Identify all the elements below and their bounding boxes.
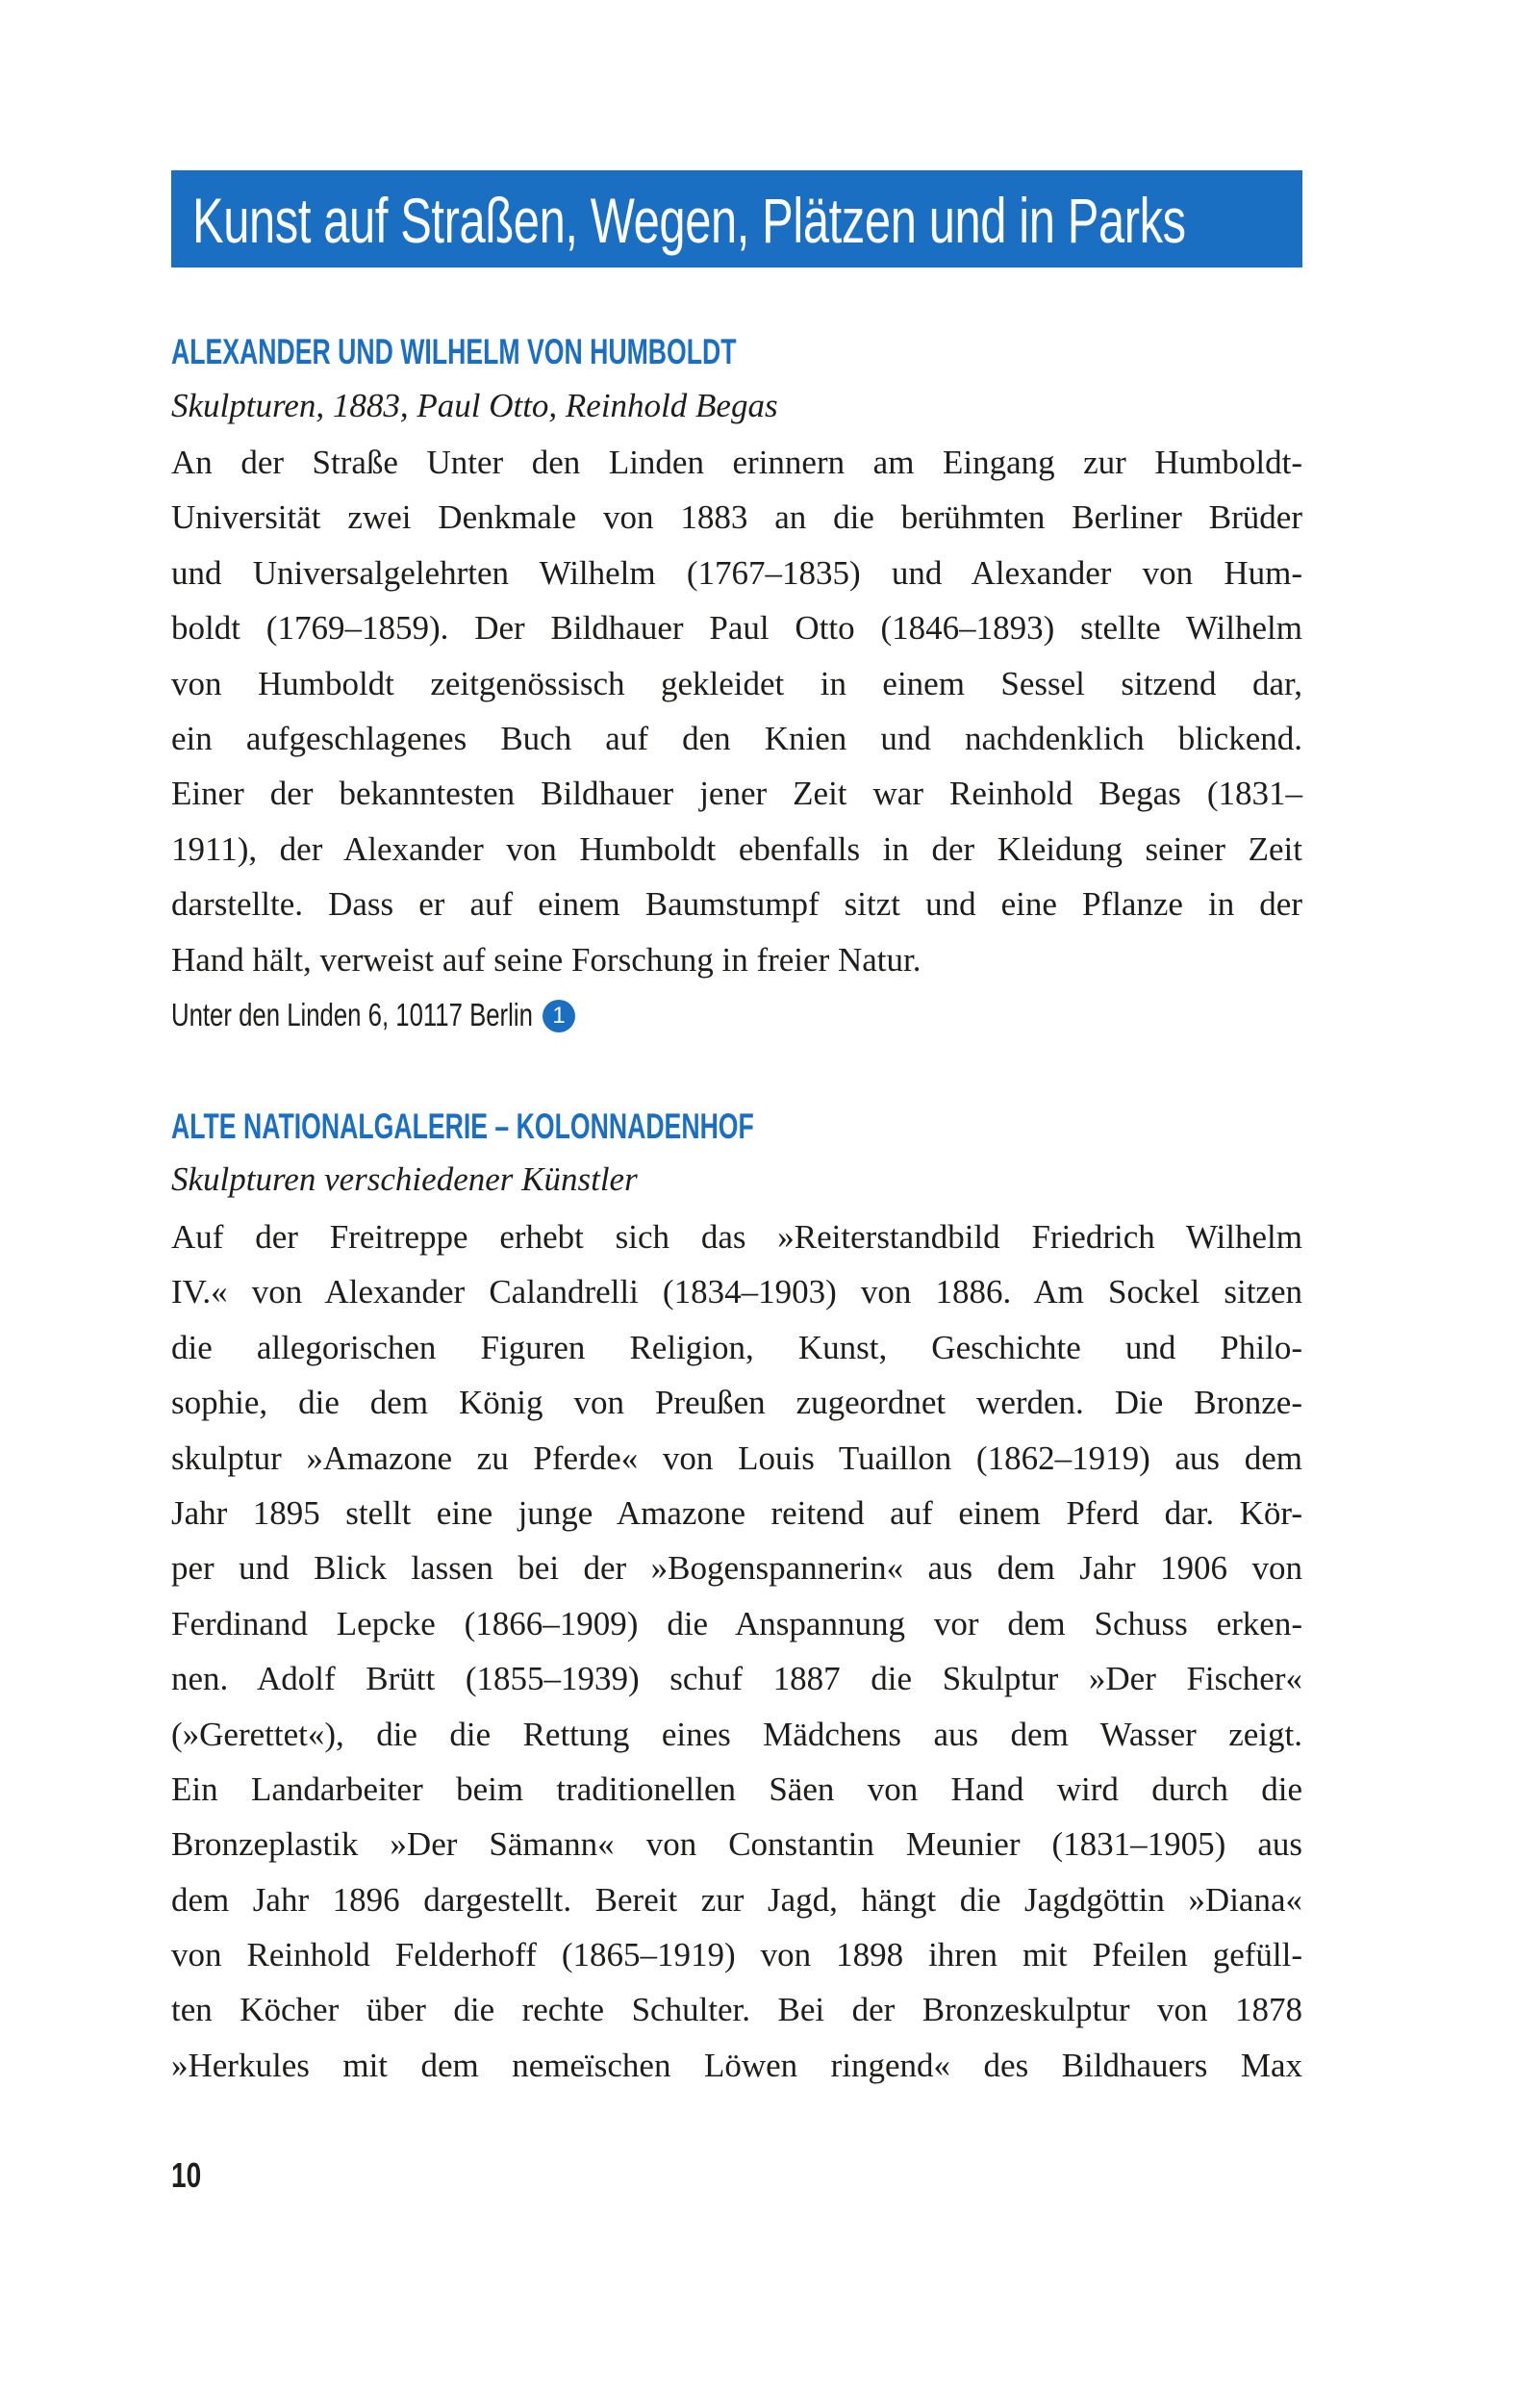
text-line: darstellte. Dass er auf einem Baumstumpf sitzt und eine Pflanze in der: [171, 885, 1302, 924]
text-line: Ferdinand Lepcke (1866–1909) die Anspannung vor dem Schuss erken-: [171, 1604, 1302, 1642]
text-line: Jahr 1895 stellt eine junge Amazone reitend auf einem Pferd dar. Kör-: [171, 1493, 1302, 1532]
section-subtitle: Skulpturen, 1883, Paul Otto, Reinhold Begas: [171, 387, 778, 424]
chapter-title-bar: [171, 170, 1302, 267]
map-marker-badge: 1: [543, 1000, 575, 1032]
text-line: Einer der bekanntesten Bildhauer jener Zeit war Reinhold Begas (1831–: [171, 775, 1302, 813]
text-line: dem Jahr 1896 dargestellt. Bereit zur Jagd, hängt die Jagdgöttin »Diana«: [171, 1880, 1302, 1919]
text-line: IV.« von Alexander Calandrelli (1834–1903) von 1886. Am Sockel sitzen: [171, 1273, 1302, 1311]
text-line: nen. Adolf Brütt (1855–1939) schuf 1887 die Skulptur »Der Fischer«: [171, 1660, 1302, 1698]
section-heading: ALEXANDER UND WILHELM VON HUMBOLDT: [171, 332, 737, 371]
section-heading: ALTE NATIONALGALERIE – KOLONNADENHOF: [171, 1107, 754, 1146]
text-line: boldt (1769–1859). Der Bildhauer Paul Otto (1846–1893) stellte Wilhelm: [171, 609, 1302, 648]
text-line: skulptur »Amazone zu Pferde« von Louis Tuaillon (1862–1919) aus dem: [171, 1438, 1302, 1477]
text-line: von Humboldt zeitgenössisch gekleidet in einem Sessel sitzend dar,: [171, 664, 1302, 702]
address-text: Unter den Linden 6, 10117 Berlin: [171, 997, 533, 1032]
section-subtitle: Skulpturen verschiedener Künstler: [171, 1160, 638, 1198]
text-line: An der Straße Unter den Linden erinnern am Eingang zur Humboldt-: [171, 444, 1302, 481]
text-line: ten Köcher über die rechte Schulter. Bei der Bronzeskulptur von 1878: [171, 1991, 1302, 2029]
text-line: Ein Landarbeiter beim traditionellen Säen von Hand wird durch die: [171, 1769, 1302, 1808]
text-line: und Universalgelehrten Wilhelm (1767–1835) und Alexander von Hum-: [171, 553, 1302, 592]
address: [171, 997, 635, 1033]
text-line: (»Gerettet«), die die Rettung eines Mädchens aus dem Wasser zeigt.: [171, 1715, 1302, 1753]
text-line: sophie, die dem König von Preußen zugeordnet werden. Die Bronze-: [171, 1384, 1302, 1422]
text-line: »Herkules mit dem nemeïschen Löwen ringend« des Bildhauers Max: [171, 2046, 1302, 2084]
text-line: ein aufgeschlagenes Buch auf den Knien und nachdenklich blickend.: [171, 719, 1302, 757]
section-body: [171, 1209, 1302, 2093]
text-line: Bronzeplastik »Der Sämann« von Constantin Meunier (1831–1905) aus: [171, 1825, 1302, 1864]
page-number: 10: [171, 2155, 202, 2195]
text-line: Auf der Freitreppe erhebt sich das »Reiterstandbild Friedrich Wilhelm: [171, 1218, 1302, 1256]
text-line: von Reinhold Felderhoff (1865–1919) von 1898 ihren mit Pfeilen gefüll-: [171, 1936, 1302, 1974]
text-line: die allegorischen Figuren Religion, Kunst, Geschichte und Philo-: [171, 1328, 1302, 1366]
text-line: per und Blick lassen bei der »Bogenspannerin« aus dem Jahr 1906 von: [171, 1549, 1302, 1588]
text-line: Hand hält, verweist auf seine Forschung in freier Natur.: [171, 940, 921, 979]
text-line: Universität zwei Denkmale von 1883 an die berühmten Berliner Brüder: [171, 498, 1302, 537]
text-line: 1911), der Alexander von Humboldt ebenfalls in der Kleidung seiner Zeit: [171, 829, 1302, 868]
section-body: [171, 435, 1302, 987]
chapter-title: Kunst auf Straßen, Wegen, Plätzen und in Parks: [192, 185, 1186, 256]
